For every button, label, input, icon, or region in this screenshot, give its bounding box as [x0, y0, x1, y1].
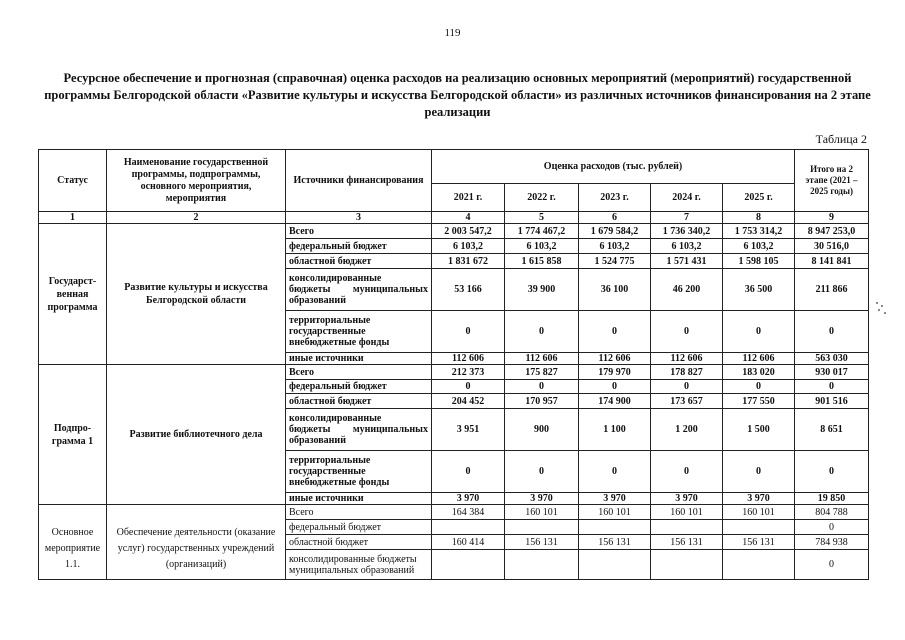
- column-number: 4: [432, 212, 505, 224]
- value-cell: 1 500: [723, 409, 795, 451]
- value-cell: 160 101: [579, 505, 651, 520]
- value-cell: 177 550: [723, 394, 795, 409]
- header-sources: Источники финансирования: [286, 150, 432, 212]
- total-cell: 211 866: [795, 269, 869, 311]
- value-cell: 1 571 431: [651, 254, 723, 269]
- value-cell: 112 606: [723, 353, 795, 365]
- value-cell: 170 957: [505, 394, 579, 409]
- name-cell: Развитие библиотечного дела: [107, 365, 286, 505]
- total-cell: 8 947 253,0: [795, 224, 869, 239]
- value-cell: 0: [505, 451, 579, 493]
- value-cell: 0: [723, 311, 795, 353]
- value-cell: 204 452: [432, 394, 505, 409]
- value-cell: 173 657: [651, 394, 723, 409]
- source-line: бюджеты муниципальных: [289, 424, 428, 435]
- source-cell: областной бюджет: [286, 535, 432, 550]
- value-cell: 0: [723, 380, 795, 394]
- value-cell: 0: [723, 451, 795, 493]
- table-row: [39, 365, 869, 380]
- total-cell: 0: [795, 520, 869, 535]
- total-cell: 0: [795, 311, 869, 353]
- table-row: [39, 505, 869, 520]
- value-cell: 3 970: [432, 493, 505, 505]
- document-title: Ресурсное обеспечение и прогнозная (справочная) оценка расходов на реализацию основных мероприятий (мероприятий) государственной программы Белгородской области «Развитие культуры и искусства Белгородской области» из различных источников финансирования на 2 этапе реализации: [44, 71, 871, 119]
- value-cell: [723, 520, 795, 535]
- total-cell: 8 651: [795, 409, 869, 451]
- value-cell: 0: [505, 380, 579, 394]
- value-cell: [505, 550, 579, 580]
- source-line: консолидированные: [289, 273, 382, 284]
- header-year: 2025 г.: [723, 184, 795, 212]
- header-year: 2023 г.: [579, 184, 651, 212]
- value-cell: 0: [651, 380, 723, 394]
- column-number: 8: [723, 212, 795, 224]
- value-cell: 156 131: [651, 535, 723, 550]
- value-cell: [505, 520, 579, 535]
- status-cell: Основное мероприятие 1.1.: [39, 505, 107, 580]
- source-line: государственные: [289, 326, 366, 337]
- header-row-1: [39, 150, 869, 184]
- page-number: 119: [444, 27, 461, 39]
- value-cell: [432, 550, 505, 580]
- value-cell: [579, 550, 651, 580]
- source-line: внебюджетные фонды: [289, 477, 390, 488]
- source-cell: [286, 550, 432, 580]
- value-cell: 36 500: [723, 269, 795, 311]
- column-number: 1: [39, 212, 107, 224]
- value-cell: 160 101: [505, 505, 579, 520]
- value-cell: 6 103,2: [579, 239, 651, 254]
- value-cell: [723, 550, 795, 580]
- status-cell: Государст-венная программа: [39, 224, 107, 365]
- source-line: внебюджетные фонды: [289, 337, 390, 348]
- value-cell: 156 131: [579, 535, 651, 550]
- value-cell: 0: [432, 451, 505, 493]
- column-number: 7: [651, 212, 723, 224]
- value-cell: 1 100: [579, 409, 651, 451]
- value-cell: 3 970: [651, 493, 723, 505]
- value-cell: 1 753 314,2: [723, 224, 795, 239]
- value-cell: 0: [432, 311, 505, 353]
- value-cell: 112 606: [432, 353, 505, 365]
- source-line: территориальные: [289, 315, 371, 326]
- source-line: консолидированные: [289, 413, 382, 424]
- value-cell: 0: [432, 380, 505, 394]
- total-cell: 8 141 841: [795, 254, 869, 269]
- value-cell: 156 131: [723, 535, 795, 550]
- total-cell: 30 516,0: [795, 239, 869, 254]
- total-cell: 930 017: [795, 365, 869, 380]
- value-cell: 0: [651, 311, 723, 353]
- total-cell: 0: [795, 380, 869, 394]
- table-row: [39, 224, 869, 239]
- source-line: государственные: [289, 466, 366, 477]
- total-cell: 784 938: [795, 535, 869, 550]
- status-cell: Подпро-грамма 1: [39, 365, 107, 505]
- source-cell: федеральный бюджет: [286, 380, 432, 394]
- value-cell: 175 827: [505, 365, 579, 380]
- source-cell: Всего: [286, 505, 432, 520]
- value-cell: 178 827: [651, 365, 723, 380]
- total-cell: 0: [795, 550, 869, 580]
- value-cell: 160 101: [723, 505, 795, 520]
- value-cell: 183 020: [723, 365, 795, 380]
- value-cell: [579, 520, 651, 535]
- source-cell: федеральный бюджет: [286, 520, 432, 535]
- source-cell: иные источники: [286, 353, 432, 365]
- value-cell: 174 900: [579, 394, 651, 409]
- header-year: 2022 г.: [505, 184, 579, 212]
- value-cell: 0: [579, 311, 651, 353]
- value-cell: 53 166: [432, 269, 505, 311]
- value-cell: 1 679 584,2: [579, 224, 651, 239]
- name-cell: Обеспечение деятельности (оказание услуг) государственных учреждений (организаций): [107, 505, 286, 580]
- value-cell: 39 900: [505, 269, 579, 311]
- source-line: бюджеты муниципальных: [289, 284, 428, 295]
- value-cell: 0: [579, 451, 651, 493]
- value-cell: 2 003 547,2: [432, 224, 505, 239]
- value-cell: 46 200: [651, 269, 723, 311]
- source-line: образований: [289, 435, 346, 446]
- header-name: Наименование государственной программы, подпрограммы, основного мероприятия, мероприятия: [107, 150, 286, 212]
- source-line: муниципальных образований: [289, 564, 415, 576]
- table-label: Таблица 2: [815, 132, 867, 146]
- value-cell: 3 970: [505, 493, 579, 505]
- column-numbers-row: [39, 212, 869, 224]
- scan-artifact: [874, 300, 888, 316]
- total-cell: 19 850: [795, 493, 869, 505]
- value-cell: 160 101: [651, 505, 723, 520]
- header-year: 2024 г.: [651, 184, 723, 212]
- source-cell: [286, 409, 432, 451]
- value-cell: 1 736 340,2: [651, 224, 723, 239]
- value-cell: [432, 520, 505, 535]
- value-cell: 3 951: [432, 409, 505, 451]
- value-cell: 164 384: [432, 505, 505, 520]
- value-cell: 0: [579, 380, 651, 394]
- value-cell: 112 606: [651, 353, 723, 365]
- source-cell: Всего: [286, 224, 432, 239]
- total-cell: 804 788: [795, 505, 869, 520]
- source-cell: [286, 451, 432, 493]
- column-number: 2: [107, 212, 286, 224]
- column-number: 9: [795, 212, 869, 224]
- value-cell: [651, 520, 723, 535]
- source-cell: федеральный бюджет: [286, 239, 432, 254]
- total-cell: 563 030: [795, 353, 869, 365]
- header-total: Итого на 2 этапе (2021 – 2025 годы): [795, 150, 869, 212]
- value-cell: 160 414: [432, 535, 505, 550]
- value-cell: 3 970: [723, 493, 795, 505]
- value-cell: 3 970: [579, 493, 651, 505]
- total-cell: 0: [795, 451, 869, 493]
- value-cell: 0: [651, 451, 723, 493]
- source-line: территориальные: [289, 455, 371, 466]
- column-number: 5: [505, 212, 579, 224]
- value-cell: 1 524 775: [579, 254, 651, 269]
- value-cell: 6 103,2: [723, 239, 795, 254]
- source-cell: областной бюджет: [286, 254, 432, 269]
- header-status: Статус: [39, 150, 107, 212]
- value-cell: 1 598 105: [723, 254, 795, 269]
- source-cell: Всего: [286, 365, 432, 380]
- value-cell: 179 970: [579, 365, 651, 380]
- source-cell: областной бюджет: [286, 394, 432, 409]
- header-estimate: Оценка расходов (тыс. рублей): [432, 150, 795, 184]
- value-cell: 0: [505, 311, 579, 353]
- value-cell: 900: [505, 409, 579, 451]
- column-number: 3: [286, 212, 432, 224]
- value-cell: 6 103,2: [651, 239, 723, 254]
- value-cell: 1 615 858: [505, 254, 579, 269]
- total-cell: 901 516: [795, 394, 869, 409]
- value-cell: [651, 550, 723, 580]
- value-cell: 36 100: [579, 269, 651, 311]
- value-cell: 112 606: [579, 353, 651, 365]
- column-number: 6: [579, 212, 651, 224]
- value-cell: 6 103,2: [432, 239, 505, 254]
- header-year: 2021 г.: [432, 184, 505, 212]
- source-line: образований: [289, 295, 346, 306]
- value-cell: 1 200: [651, 409, 723, 451]
- value-cell: 6 103,2: [505, 239, 579, 254]
- value-cell: 112 606: [505, 353, 579, 365]
- value-cell: 212 373: [432, 365, 505, 380]
- value-cell: 1 831 672: [432, 254, 505, 269]
- name-cell: Развитие культуры и искусства Белгородской области: [107, 224, 286, 365]
- resource-table: [38, 149, 869, 580]
- source-cell: [286, 311, 432, 353]
- value-cell: 156 131: [505, 535, 579, 550]
- source-cell: [286, 269, 432, 311]
- source-cell: иные источники: [286, 493, 432, 505]
- source-line: консолидированные бюджеты: [289, 553, 417, 565]
- value-cell: 1 774 467,2: [505, 224, 579, 239]
